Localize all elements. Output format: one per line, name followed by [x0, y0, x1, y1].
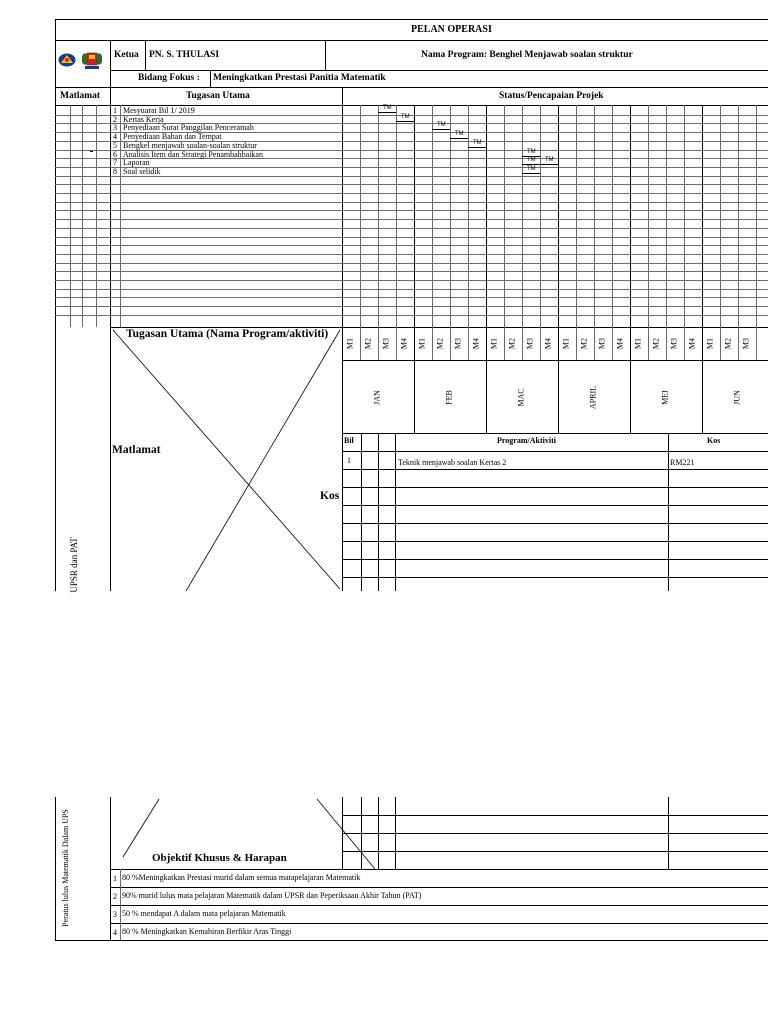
progress-bar [540, 164, 558, 165]
status-col-line [378, 105, 379, 327]
tm-marker: TM [437, 122, 446, 128]
week-col-line [504, 327, 505, 360]
tm-marker: TM [455, 131, 464, 137]
prog-row-line [342, 469, 768, 470]
task-label: Analisis Item dan Strategi Penambahbaikan [123, 150, 263, 159]
week-col-line [630, 327, 631, 433]
task-no-col-line [120, 105, 121, 327]
bottom-col-line [668, 797, 669, 869]
bottom-col-line [342, 797, 343, 869]
week-label: M2 [651, 337, 661, 350]
progress-bar [522, 156, 540, 157]
prog-row-line [342, 523, 768, 524]
program-row-name: Teknik menjawab soalan Kertas 2 [398, 458, 507, 467]
week-col-line [648, 327, 649, 360]
bil-header: Bil [344, 436, 354, 445]
month-label: APRIL [588, 385, 598, 410]
status-col-line [486, 105, 487, 327]
objective-text: 80 % Meningkatkan Kemahiran Berfikir Aras Tinggi [122, 927, 292, 936]
week-col-line [756, 327, 757, 360]
week-col-line [522, 327, 523, 360]
task-number: 5 [113, 141, 117, 150]
month-label: JAN [372, 390, 382, 405]
status-col-line [720, 105, 721, 327]
task-number: 3 [113, 123, 117, 132]
progress-bar [378, 112, 396, 113]
program-name: Nama Program: Benghel Menjawab soalan struktur [421, 50, 633, 60]
objective-number: 3 [113, 910, 117, 919]
task-grid-line [55, 228, 768, 229]
bottom-col-line [361, 797, 362, 869]
week-col-line [684, 327, 685, 360]
status-col-line [666, 105, 667, 327]
bottom-col-line [378, 797, 379, 869]
task-grid-line [55, 237, 768, 238]
week-col-line [396, 327, 397, 360]
week-col-line [576, 327, 577, 360]
status-col-line [684, 105, 685, 327]
task-grid-line [55, 210, 768, 211]
task-label: Soal selidik [123, 167, 161, 176]
week-col-line [612, 327, 613, 360]
prog-col-line [342, 433, 343, 591]
task-number: 4 [113, 132, 117, 141]
task-number: 8 [113, 167, 117, 176]
week-col-line [450, 327, 451, 360]
week-col-line [558, 327, 559, 433]
status-col-line [414, 105, 415, 327]
prog-col-line [668, 433, 669, 591]
week-label: M1 [633, 337, 643, 350]
week-col-line [594, 327, 595, 360]
week-label: M4 [687, 337, 697, 350]
progress-bar [450, 138, 468, 139]
bottom-col-line [395, 797, 396, 869]
lower-matlamat: Matlamat [112, 444, 161, 456]
bottom-row-line [342, 833, 768, 834]
bidang-fokus-value: Meningkatkan Prestasi Panitia Matematik [213, 73, 386, 83]
status-col-line [522, 105, 523, 327]
week-col-line [432, 327, 433, 360]
task-grid-line [55, 263, 768, 264]
week-label: M4 [543, 337, 553, 350]
objective-row-line [110, 923, 768, 924]
matlamat-col-line [96, 105, 97, 327]
matlamat-col-line [70, 105, 71, 327]
week-label: M1 [561, 337, 571, 350]
progress-bar [468, 147, 486, 148]
week-col-line [360, 327, 361, 360]
week-label: M3 [741, 337, 751, 350]
week-col-line [486, 327, 487, 433]
objektif-heading: Objektif Khusus & Harapan [152, 852, 287, 864]
status-col-line [756, 105, 757, 327]
tugasan-header: Tugasan Utama [186, 91, 250, 101]
task-grid-line [55, 193, 768, 194]
status-header: Status/Pencapaian Projek [499, 91, 604, 101]
week-label: M4 [471, 337, 481, 350]
bidang-fokus-label: Bidang Fokus : [138, 73, 200, 83]
progress-bar [432, 129, 450, 130]
objective-number: 1 [113, 874, 117, 883]
status-col-line [558, 105, 559, 327]
week-col-line [702, 327, 703, 433]
task-grid-line [55, 315, 768, 316]
tm-marker: TM [527, 166, 536, 172]
objective-row-line [110, 887, 768, 888]
week-col-line [414, 327, 415, 433]
month-label: MAC [516, 388, 526, 407]
ketua-value: PN. S. THULASI [149, 50, 220, 60]
week-label: M1 [417, 337, 427, 350]
lower-kos: Kos [320, 490, 340, 502]
week-label: M3 [381, 337, 391, 350]
prog-col-line [378, 433, 379, 591]
bottom-row-line [342, 851, 768, 852]
status-col-line [432, 105, 433, 327]
progress-bar [396, 121, 414, 122]
lower-tugasan-heading: Tugasan Utama (Nama Program/aktiviti) [126, 328, 329, 340]
status-col-line [630, 105, 631, 327]
program-row-kos: RM221 [670, 458, 695, 467]
objective-text: 90% murid lulus mata pelajaran Matematik dalam UPSR dan Peperiksaan Akhir Tahun (PAT) [122, 891, 422, 900]
progress-bar [522, 164, 540, 165]
status-col-line [576, 105, 577, 327]
prog-col-line [395, 433, 396, 591]
week-label: M2 [507, 337, 517, 350]
prog-row-line [342, 505, 768, 506]
task-grid-line [55, 219, 768, 220]
week-label: M3 [525, 337, 535, 350]
status-col-line [594, 105, 595, 327]
prog-row-line [342, 451, 768, 452]
matlamat-dash [90, 151, 93, 152]
page-title: PELAN OPERASI [411, 24, 492, 35]
week-label: M3 [669, 337, 679, 350]
task-grid-line [55, 254, 768, 255]
task-label: Bengkel menjawab soalan-soalan struktur [123, 141, 257, 150]
prog-row-line [342, 577, 768, 578]
task-grid-line [55, 202, 768, 203]
ketua-label: Ketua [114, 50, 139, 60]
objective-text: 50 % mendapat A dalam mata pelajaran Matematik [122, 909, 286, 918]
week-row-line [342, 360, 768, 361]
task-number: 7 [113, 158, 117, 167]
tm-marker: TM [383, 105, 392, 111]
program-row-bil: 1 [347, 456, 351, 465]
tm-marker: TM [473, 140, 482, 146]
status-col-line [504, 105, 505, 327]
bottom-row-line [342, 815, 768, 816]
status-col-line [612, 105, 613, 327]
objective-row-line [110, 905, 768, 906]
task-label: Kertas Kerja [123, 115, 164, 124]
status-col-line [360, 105, 361, 327]
task-grid-line [55, 297, 768, 298]
task-number: 1 [113, 106, 117, 115]
tm-marker: TM [527, 157, 536, 163]
task-grid-line [55, 184, 768, 185]
prog-row-line [342, 559, 768, 560]
status-col-line [738, 105, 739, 327]
month-label: MEI [660, 390, 670, 405]
matlamat-header: Matlamat [60, 91, 101, 101]
objective-number: 4 [113, 928, 117, 937]
tm-marker: TM [401, 114, 410, 120]
task-label: Penyediaan Bahan dan Tempat [123, 132, 222, 141]
task-grid-line [55, 176, 768, 177]
school-logo-icon [58, 53, 76, 67]
vertical-text-bottom: Peratus lulus Matematik Dalam UPS [61, 809, 70, 927]
status-col-line [540, 105, 541, 327]
vertical-text-top: UPSR dan PAT [69, 537, 79, 593]
task-label: Laporan [123, 158, 150, 167]
month-label: JUN [732, 390, 742, 405]
prog-row-line [342, 541, 768, 542]
week-label: M2 [579, 337, 589, 350]
week-label: M2 [435, 337, 445, 350]
task-grid-line [55, 280, 768, 281]
task-label: Penyediaan Surat Panggilan Penceramah [123, 123, 254, 132]
status-col-line [396, 105, 397, 327]
objective-text: 80 %Meningkatkan Prestasi murid dalam semua matapelajaran Matematik [122, 873, 361, 882]
crest-logo-icon [80, 50, 104, 70]
week-label: M1 [705, 337, 715, 350]
task-grid-line [55, 167, 768, 168]
task-label: Mesyuarat Bil 1/ 2019 [123, 106, 195, 115]
week-label: M4 [399, 337, 409, 350]
objective-row-line [110, 869, 768, 870]
tm-marker: TM [527, 149, 536, 155]
week-label: M3 [597, 337, 607, 350]
status-col-line [468, 105, 469, 327]
task-number: 6 [113, 150, 117, 159]
task-grid-line [55, 245, 768, 246]
week-col-line [666, 327, 667, 360]
status-col-line [702, 105, 703, 327]
task-grid-line [55, 306, 768, 307]
week-col-line [378, 327, 379, 360]
week-col-line [468, 327, 469, 360]
week-col-line [738, 327, 739, 360]
week-label: M1 [345, 337, 355, 350]
week-label: M1 [489, 337, 499, 350]
month-label: FEB [444, 390, 454, 405]
week-col-line [720, 327, 721, 360]
matlamat-col-line [82, 105, 83, 327]
prog-row-line [342, 433, 768, 434]
status-col-line [648, 105, 649, 327]
cross-diagram [111, 328, 342, 591]
week-col-line [540, 327, 541, 360]
prog-row-line [342, 487, 768, 488]
task-grid-line [55, 271, 768, 272]
objective-number: 2 [113, 892, 117, 901]
program-header: Program/Aktiviti [497, 436, 556, 445]
week-label: M4 [615, 337, 625, 350]
week-label: M2 [723, 337, 733, 350]
prog-col-line [361, 433, 362, 591]
tm-marker: TM [545, 157, 554, 163]
kos-header: Kos [707, 436, 721, 445]
task-number: 2 [113, 115, 117, 124]
week-label: M2 [363, 337, 373, 350]
objective-no-col [120, 869, 121, 940]
task-grid-line [55, 289, 768, 290]
week-label: M3 [453, 337, 463, 350]
progress-bar [522, 173, 540, 174]
